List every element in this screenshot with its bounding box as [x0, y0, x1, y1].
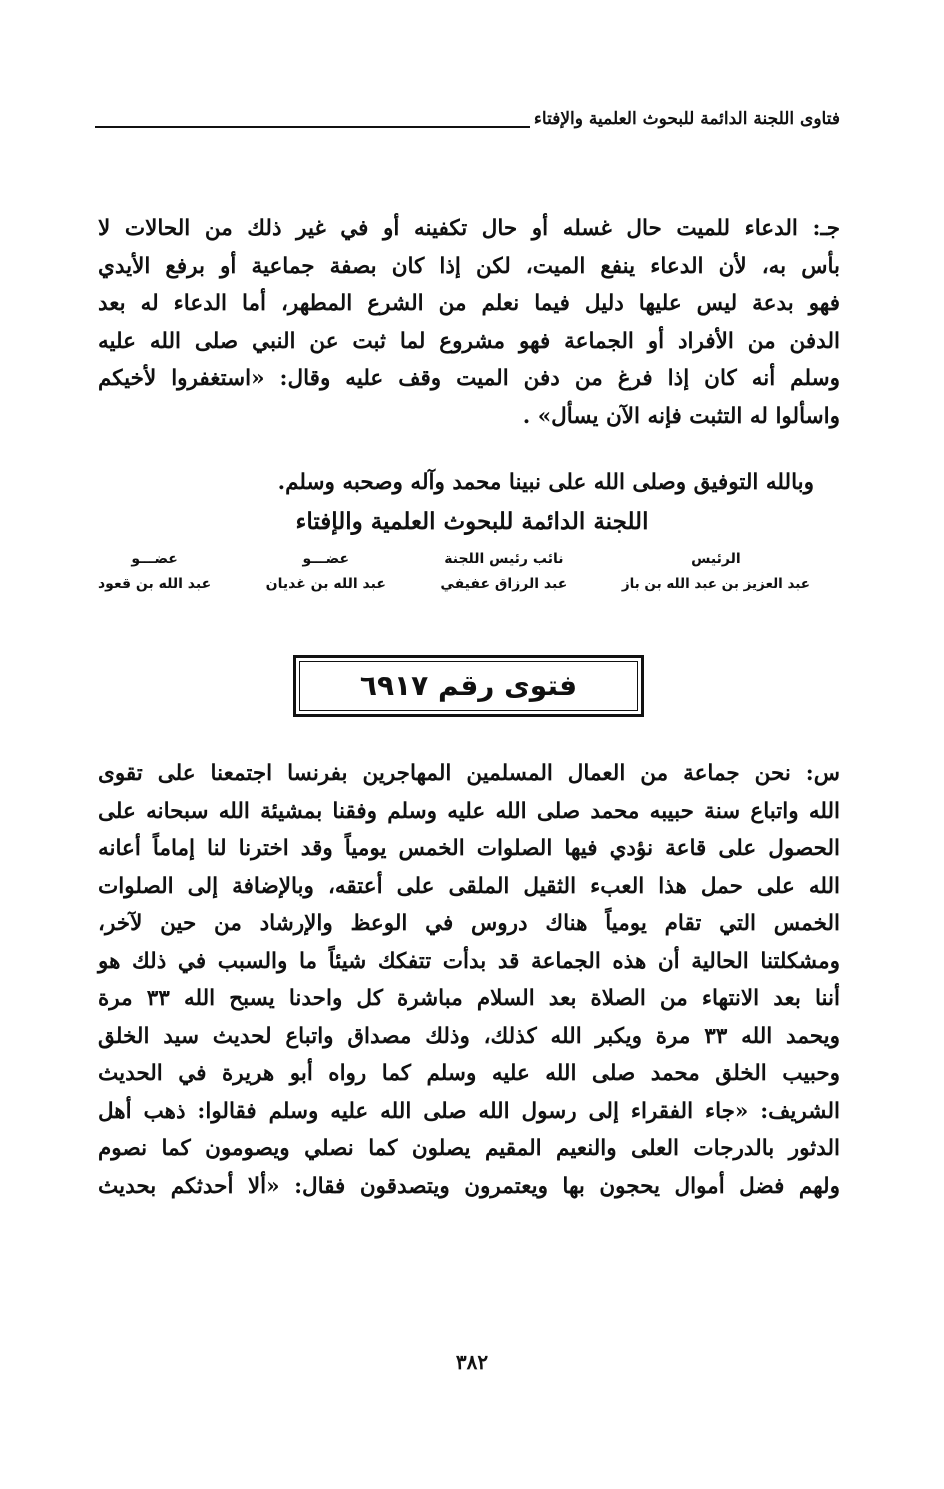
question-line: ولهم فضل أموال يحجون بها ويعتمرون ويتصدقون فقال: «ألا أحدثكم بحديث	[98, 1173, 840, 1199]
question-line: الله على حمل هذا العبء الثقيل الملقى على أعتقه، وبالإضافة إلى الصلوات	[98, 873, 840, 899]
signature-role: نائب رئيس اللجنة	[444, 551, 564, 567]
fatwa-number-box	[293, 655, 644, 717]
question-line: أننا بعد الانتهاء من الصلاة بعد السلام مباشرة كل واحدنا يسبح الله ٣٣ مرة	[98, 986, 840, 1011]
answer-line: واسألوا له التثبت فإنه الآن يسأل» .	[522, 403, 840, 429]
page-number: ٣٨٢	[455, 1350, 489, 1374]
header-rule	[95, 126, 530, 128]
running-header	[95, 100, 840, 134]
closing-formula: وبالله التوفيق وصلى الله على نبينا محمد وآله وصحبه وسلم.	[277, 470, 814, 495]
answer-line: فهو بدعة ليس عليها دليل فيما نعلم من الشرع المطهر، أما الدعاء له بعد	[98, 291, 840, 316]
question-line: ويحمد الله ٣٣ مرة ويكبر الله كذلك، وذلك مصداق واتباع لحديث سيد الخلق	[98, 1023, 840, 1049]
question-line: الخمس التي تقام يومياً هناك دروس في الوعظ والإرشاد من حين لآخر،	[98, 911, 840, 936]
question-line: ومشكلتنا الحالية أن هذه الجماعة قد بدأت تتفكك شيئاً ما والسبب في ذلك هو	[98, 948, 840, 974]
question-line: الدثور بالدرجات العلى والنعيم المقيم يصلون كما نصلي ويصومون كما نصوم	[98, 1136, 840, 1161]
question-line: س: نحن جماعة من العمال المسلمين المهاجرين بفرنسا اجتمعنا على تقوى	[98, 761, 840, 786]
signature-name: عبد الرزاق عفيفي	[440, 576, 568, 592]
signature-name: عبد الله بن قعود	[98, 576, 212, 592]
answer-line: بأس به، لأن الدعاء ينفع الميت، لكن إذا كان بصفة جماعية أو برفع الأيدي	[98, 253, 840, 279]
signature-role: عضـــو	[302, 551, 350, 567]
question-line: الحصول على قاعة نؤدي فيها الصلوات الخمس يومياً وقد اخترنا لنا إماماً أعانه	[98, 836, 840, 861]
committee-signatures	[98, 548, 810, 598]
running-header-title: فتاوى اللجنة الدائمة للبحوث العلمية والإفتاء	[533, 109, 840, 129]
committee-name: اللجنة الدائمة للبحوث العلمية والإفتاء	[295, 508, 649, 535]
signature-name: عبد العزيز بن عبد الله بن باز	[621, 576, 810, 592]
signature-role: عضـــو	[131, 551, 178, 567]
question-paragraph	[98, 755, 840, 1205]
fatwa-number-title: فتوى رقم ٦٩١٧	[359, 669, 578, 702]
question-line: الله واتباع سنة حبيبه محمد صلى الله عليه وسلم وفقنا بمشيئة الله سبحانه على	[98, 798, 840, 824]
signature-role: الرئيس	[691, 551, 741, 567]
signature-name: عبد الله بن غديان	[265, 576, 386, 592]
signature-vice-chairman	[440, 548, 567, 598]
question-line: وحبيب الخلق محمد صلى الله عليه وسلم كما رواه أبو هريرة في الحديث	[98, 1061, 840, 1086]
answer-line: وسلم أنه كان إذا فرغ من دفن الميت وقف عليه وقال: «استغفروا لأخيكم	[98, 366, 840, 391]
signature-member	[98, 548, 211, 598]
answer-line: الدفن من الأفراد أو الجماعة فهو مشروع لما ثبت عن النبي صلى الله عليه	[98, 328, 840, 354]
signature-member	[266, 548, 386, 598]
signature-chairman	[622, 548, 810, 598]
question-line: الشريف: «جاء الفقراء إلى رسول الله صلى الله عليه وسلم فقالوا: ذهب أهل	[98, 1098, 840, 1124]
answer-line: جـ: الدعاء للميت حال غسله أو حال تكفينه أو في غير ذلك من الحالات لا	[98, 216, 840, 241]
answer-paragraph	[98, 210, 840, 435]
